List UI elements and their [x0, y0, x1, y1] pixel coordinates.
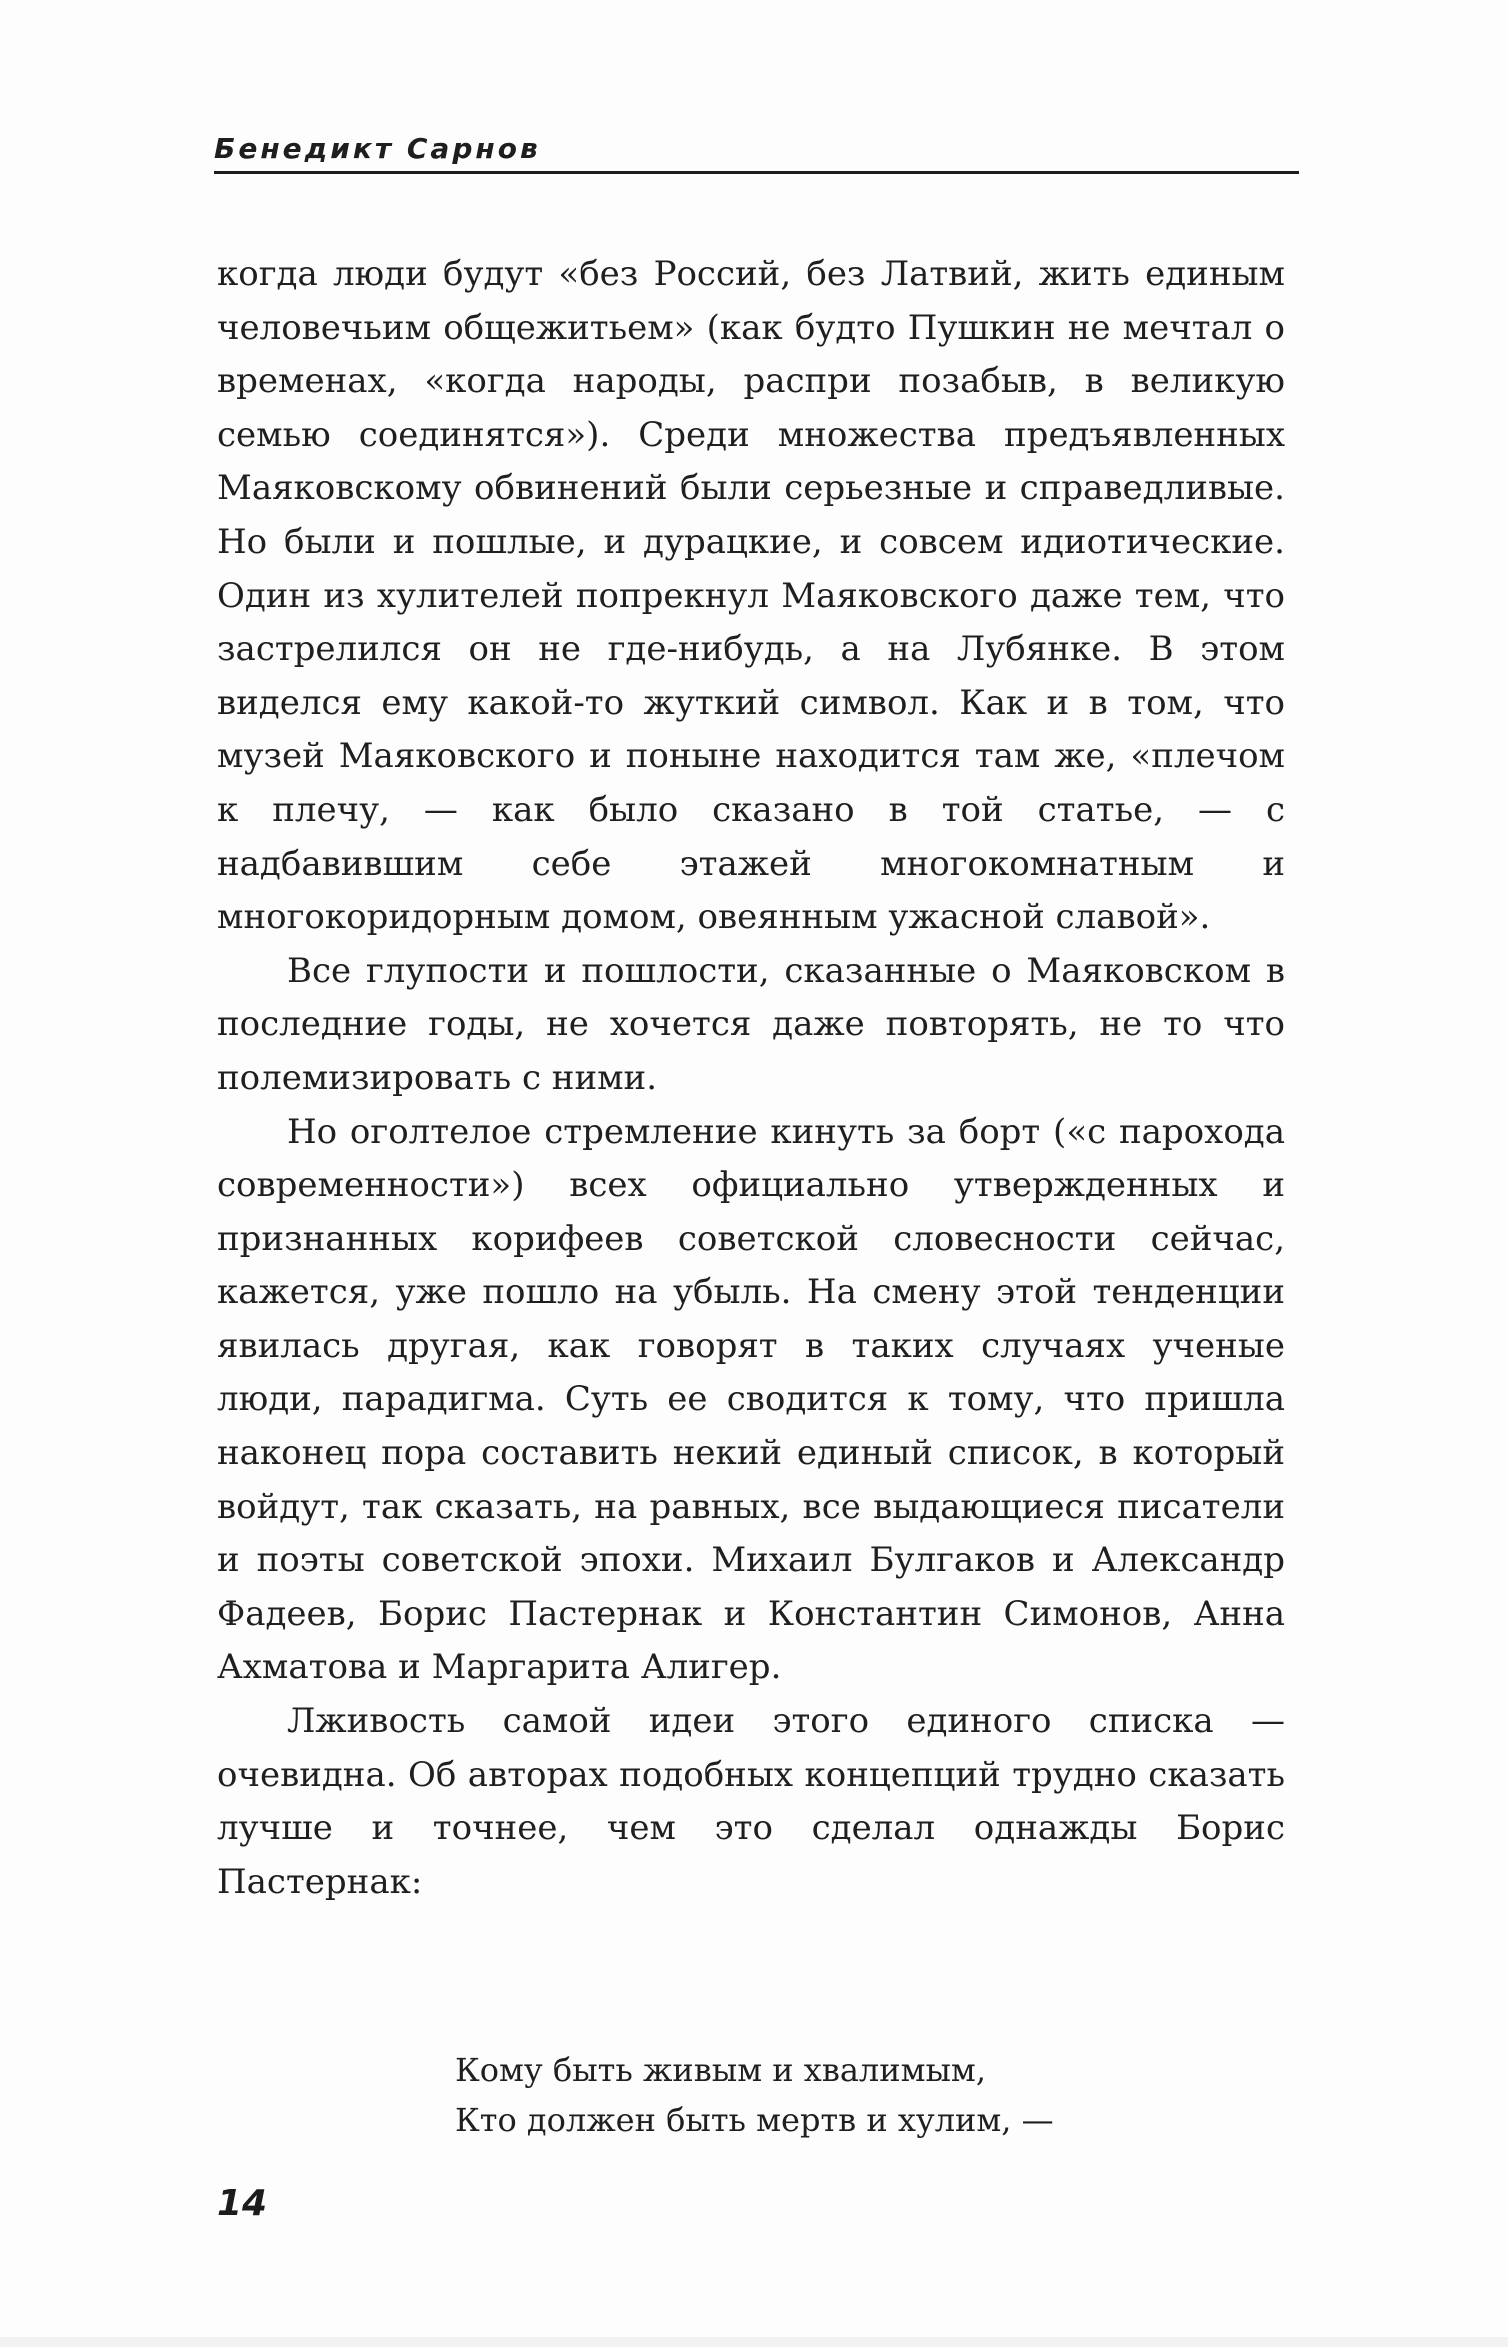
running-head-author: Бенедикт Сарнов [214, 132, 541, 165]
running-head [214, 130, 1299, 174]
paragraph-3: Но оголтелое стремление кинуть за борт («с парохода современности») всех официально утвержденных и признанных корифеев советской словесности сейчас, кажется, уже пошло на убыль. На смену этой тенденции явилась другая, как говорят в таких случаях ученые люди, парадигма. Суть ее сводится к тому, что пришла наконец пора составить некий единый список, в который войдут, так сказать, на равных, все выдающиеся писатели и поэты советской эпохи. Михаил Булгаков и Александр Фадеев, Борис Пастернак и Константин Симонов, Анна Ахматова и Маргарита Алигер. [217, 1111, 1285, 1688]
verse-line-2: Кто должен быть мертв и хулим, — [455, 2101, 1054, 2139]
paragraph-4: Лживость самой идеи этого единого списка — очевидна. Об авторах подобных концепций трудно сказать лучше и точнее, чем это сделал однажды Борис Пастернак: [217, 1701, 1285, 1902]
paragraph-1: когда люди будут «без Россий, без Латвий, жить единым человечьим общежитьем» (как будто Пушкин не мечтал о временах, «когда народы, распри позабыв, в великую семью соединятся»). Среди множества предъявленных Маяковскому обвинений были серьезные и справедливые. Но были и пошлые, и дурацкие, и совсем идиотические. Один из хулителей попрекнул Маяковского даже тем, что застрелился он не где-нибудь, а на Лубянке. В этом виделся ему какой-то жуткий символ. Как и в том, что музей Маяковского и поныне находится там же, «плечом к плечу, — как было сказано в той статье, — с надбавившим себе этажей многокомнатным и многокоридорным домом, овеянным ужасной славой». [217, 254, 1285, 938]
verse-line-1: Кому быть живым и хвалимым, [455, 2051, 986, 2089]
paragraph-2: Все глупости и пошлости, сказанные о Маяковском в последние годы, не хочется даже повторять, не то что полемизировать с ними. [217, 950, 1285, 1098]
verse-quote [455, 2045, 1054, 2145]
page-number: 14 [217, 2183, 268, 2224]
body-text [217, 248, 1285, 1909]
scan-edge [0, 2337, 1508, 2347]
